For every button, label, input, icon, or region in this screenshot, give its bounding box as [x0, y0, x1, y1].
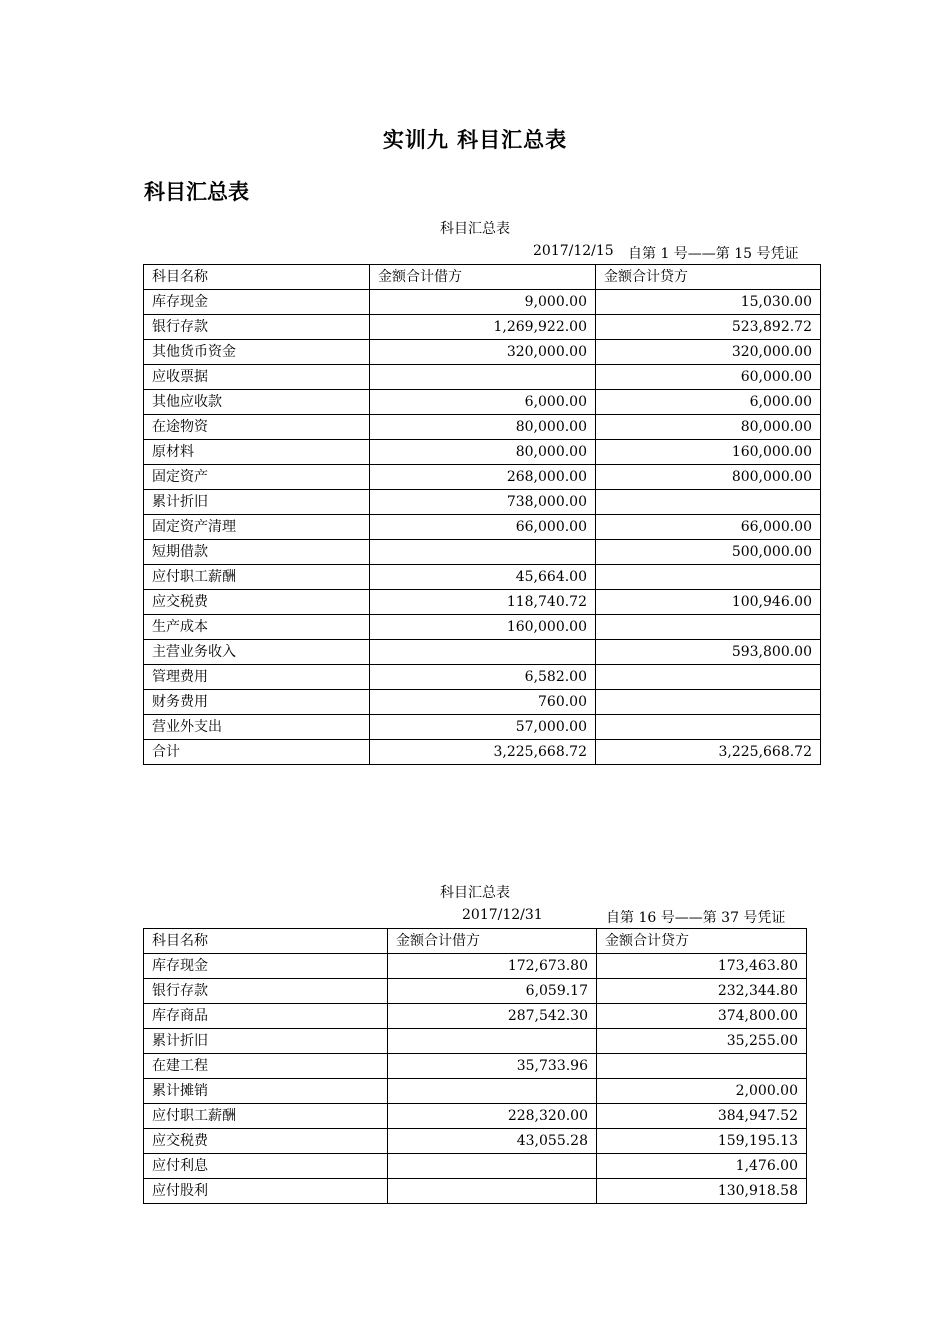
account-name-cell: 短期借款: [144, 540, 370, 565]
debit-cell: 57,000.00: [370, 715, 596, 740]
debit-cell: 268,000.00: [370, 465, 596, 490]
table-row: [144, 565, 821, 590]
credit-cell: 35,255.00: [597, 1029, 807, 1054]
debit-cell: [388, 1154, 597, 1179]
debit-cell: 287,542.30: [388, 1004, 597, 1029]
credit-cell: 523,892.72: [596, 315, 821, 340]
credit-cell: 100,946.00: [596, 590, 821, 615]
table-2-caption: 科目汇总表: [440, 885, 510, 901]
account-name-cell: 应付利息: [144, 1154, 388, 1179]
debit-cell: 6,582.00: [370, 665, 596, 690]
debit-cell: 228,320.00: [388, 1104, 597, 1129]
table-row: [144, 1004, 807, 1029]
debit-cell: [370, 640, 596, 665]
table-row: [144, 290, 821, 315]
account-name-cell: 应交税费: [144, 590, 370, 615]
table-row: [144, 1104, 807, 1129]
table-row: [144, 515, 821, 540]
account-name-cell: 应付职工薪酬: [144, 565, 370, 590]
table-row: [144, 715, 821, 740]
credit-cell: [596, 565, 821, 590]
account-name-cell: 应交税费: [144, 1129, 388, 1154]
column-header: 金额合计借方: [370, 265, 596, 290]
table-row: [144, 465, 821, 490]
credit-cell: 320,000.00: [596, 340, 821, 365]
table-row: [144, 490, 821, 515]
credit-cell: [596, 715, 821, 740]
credit-cell: 60,000.00: [596, 365, 821, 390]
account-name-cell: 银行存款: [144, 315, 370, 340]
account-name-cell: 管理费用: [144, 665, 370, 690]
table-row: [144, 615, 821, 640]
credit-cell: 232,344.80: [597, 979, 807, 1004]
credit-cell: 593,800.00: [596, 640, 821, 665]
table-row: [144, 1179, 807, 1204]
debit-cell: 6,000.00: [370, 390, 596, 415]
account-name-cell: 合计: [144, 740, 370, 765]
column-header: 科目名称: [144, 265, 370, 290]
debit-cell: 3,225,668.72: [370, 740, 596, 765]
debit-cell: [388, 1179, 597, 1204]
debit-cell: 45,664.00: [370, 565, 596, 590]
column-header: 科目名称: [144, 929, 388, 954]
table-row: [144, 1129, 807, 1154]
account-name-cell: 在建工程: [144, 1054, 388, 1079]
credit-cell: 15,030.00: [596, 290, 821, 315]
credit-cell: 500,000.00: [596, 540, 821, 565]
debit-cell: 172,673.80: [388, 954, 597, 979]
table-row: [144, 590, 821, 615]
table-row: [144, 1079, 807, 1104]
account-name-cell: 在途物资: [144, 415, 370, 440]
credit-cell: [597, 1054, 807, 1079]
credit-cell: [596, 690, 821, 715]
credit-cell: 130,918.58: [597, 1179, 807, 1204]
account-name-cell: 应付职工薪酬: [144, 1104, 388, 1129]
credit-cell: 80,000.00: [596, 415, 821, 440]
table-row: [144, 340, 821, 365]
table-2-date: 2017/12/31: [462, 907, 543, 923]
debit-cell: 160,000.00: [370, 615, 596, 640]
table-1-voucher-range: 自第 1 号——第 15 号凭证: [628, 246, 799, 262]
credit-cell: 173,463.80: [597, 954, 807, 979]
table-row: [144, 365, 821, 390]
credit-cell: 66,000.00: [596, 515, 821, 540]
credit-cell: 374,800.00: [597, 1004, 807, 1029]
column-header: 金额合计借方: [388, 929, 597, 954]
debit-cell: 1,269,922.00: [370, 315, 596, 340]
summary-table-2: [143, 928, 807, 1204]
debit-cell: 66,000.00: [370, 515, 596, 540]
header-row: [144, 265, 821, 290]
account-name-cell: 主营业务收入: [144, 640, 370, 665]
debit-cell: [370, 365, 596, 390]
credit-cell: 159,195.13: [597, 1129, 807, 1154]
table-row: [144, 1054, 807, 1079]
account-name-cell: 库存现金: [144, 290, 370, 315]
credit-cell: 1,476.00: [597, 1154, 807, 1179]
account-name-cell: 累计折旧: [144, 490, 370, 515]
document-title: 实训九 科目汇总表: [382, 128, 568, 152]
account-name-cell: 累计折旧: [144, 1029, 388, 1054]
credit-cell: 2,000.00: [597, 1079, 807, 1104]
debit-cell: 760.00: [370, 690, 596, 715]
column-header: 金额合计贷方: [596, 265, 821, 290]
account-name-cell: 累计摊销: [144, 1079, 388, 1104]
credit-cell: [596, 490, 821, 515]
table-row: [144, 979, 807, 1004]
account-name-cell: 其他货币资金: [144, 340, 370, 365]
table-row: [144, 440, 821, 465]
debit-cell: [388, 1029, 597, 1054]
header-row: [144, 929, 807, 954]
credit-cell: 3,225,668.72: [596, 740, 821, 765]
credit-cell: 384,947.52: [597, 1104, 807, 1129]
table-row: [144, 690, 821, 715]
account-name-cell: 库存商品: [144, 1004, 388, 1029]
debit-cell: 80,000.00: [370, 415, 596, 440]
table-row: [144, 640, 821, 665]
debit-cell: 35,733.96: [388, 1054, 597, 1079]
table-row: [144, 415, 821, 440]
debit-cell: 118,740.72: [370, 590, 596, 615]
summary-table-1: [143, 264, 821, 765]
debit-cell: 738,000.00: [370, 490, 596, 515]
account-name-cell: 应收票据: [144, 365, 370, 390]
table-row: [144, 740, 821, 765]
debit-cell: 9,000.00: [370, 290, 596, 315]
table-1-caption: 科目汇总表: [440, 221, 510, 237]
credit-cell: 800,000.00: [596, 465, 821, 490]
table-1-date: 2017/12/15: [533, 243, 614, 259]
column-header: 金额合计贷方: [597, 929, 807, 954]
account-name-cell: 固定资产: [144, 465, 370, 490]
credit-cell: 6,000.00: [596, 390, 821, 415]
credit-cell: 160,000.00: [596, 440, 821, 465]
account-name-cell: 营业外支出: [144, 715, 370, 740]
table-row: [144, 665, 821, 690]
credit-cell: [596, 665, 821, 690]
debit-cell: [388, 1079, 597, 1104]
account-name-cell: 固定资产清理: [144, 515, 370, 540]
account-name-cell: 库存现金: [144, 954, 388, 979]
table-row: [144, 1154, 807, 1179]
account-name-cell: 财务费用: [144, 690, 370, 715]
table-row: [144, 1029, 807, 1054]
table-2-voucher-range: 自第 16 号——第 37 号凭证: [606, 910, 786, 926]
debit-cell: 6,059.17: [388, 979, 597, 1004]
table-row: [144, 954, 807, 979]
table-row: [144, 390, 821, 415]
debit-cell: 320,000.00: [370, 340, 596, 365]
table-row: [144, 540, 821, 565]
debit-cell: 43,055.28: [388, 1129, 597, 1154]
section-title: 科目汇总表: [144, 180, 249, 204]
account-name-cell: 应付股利: [144, 1179, 388, 1204]
account-name-cell: 生产成本: [144, 615, 370, 640]
credit-cell: [596, 615, 821, 640]
debit-cell: [370, 540, 596, 565]
account-name-cell: 其他应收款: [144, 390, 370, 415]
table-row: [144, 315, 821, 340]
account-name-cell: 原材料: [144, 440, 370, 465]
account-name-cell: 银行存款: [144, 979, 388, 1004]
debit-cell: 80,000.00: [370, 440, 596, 465]
